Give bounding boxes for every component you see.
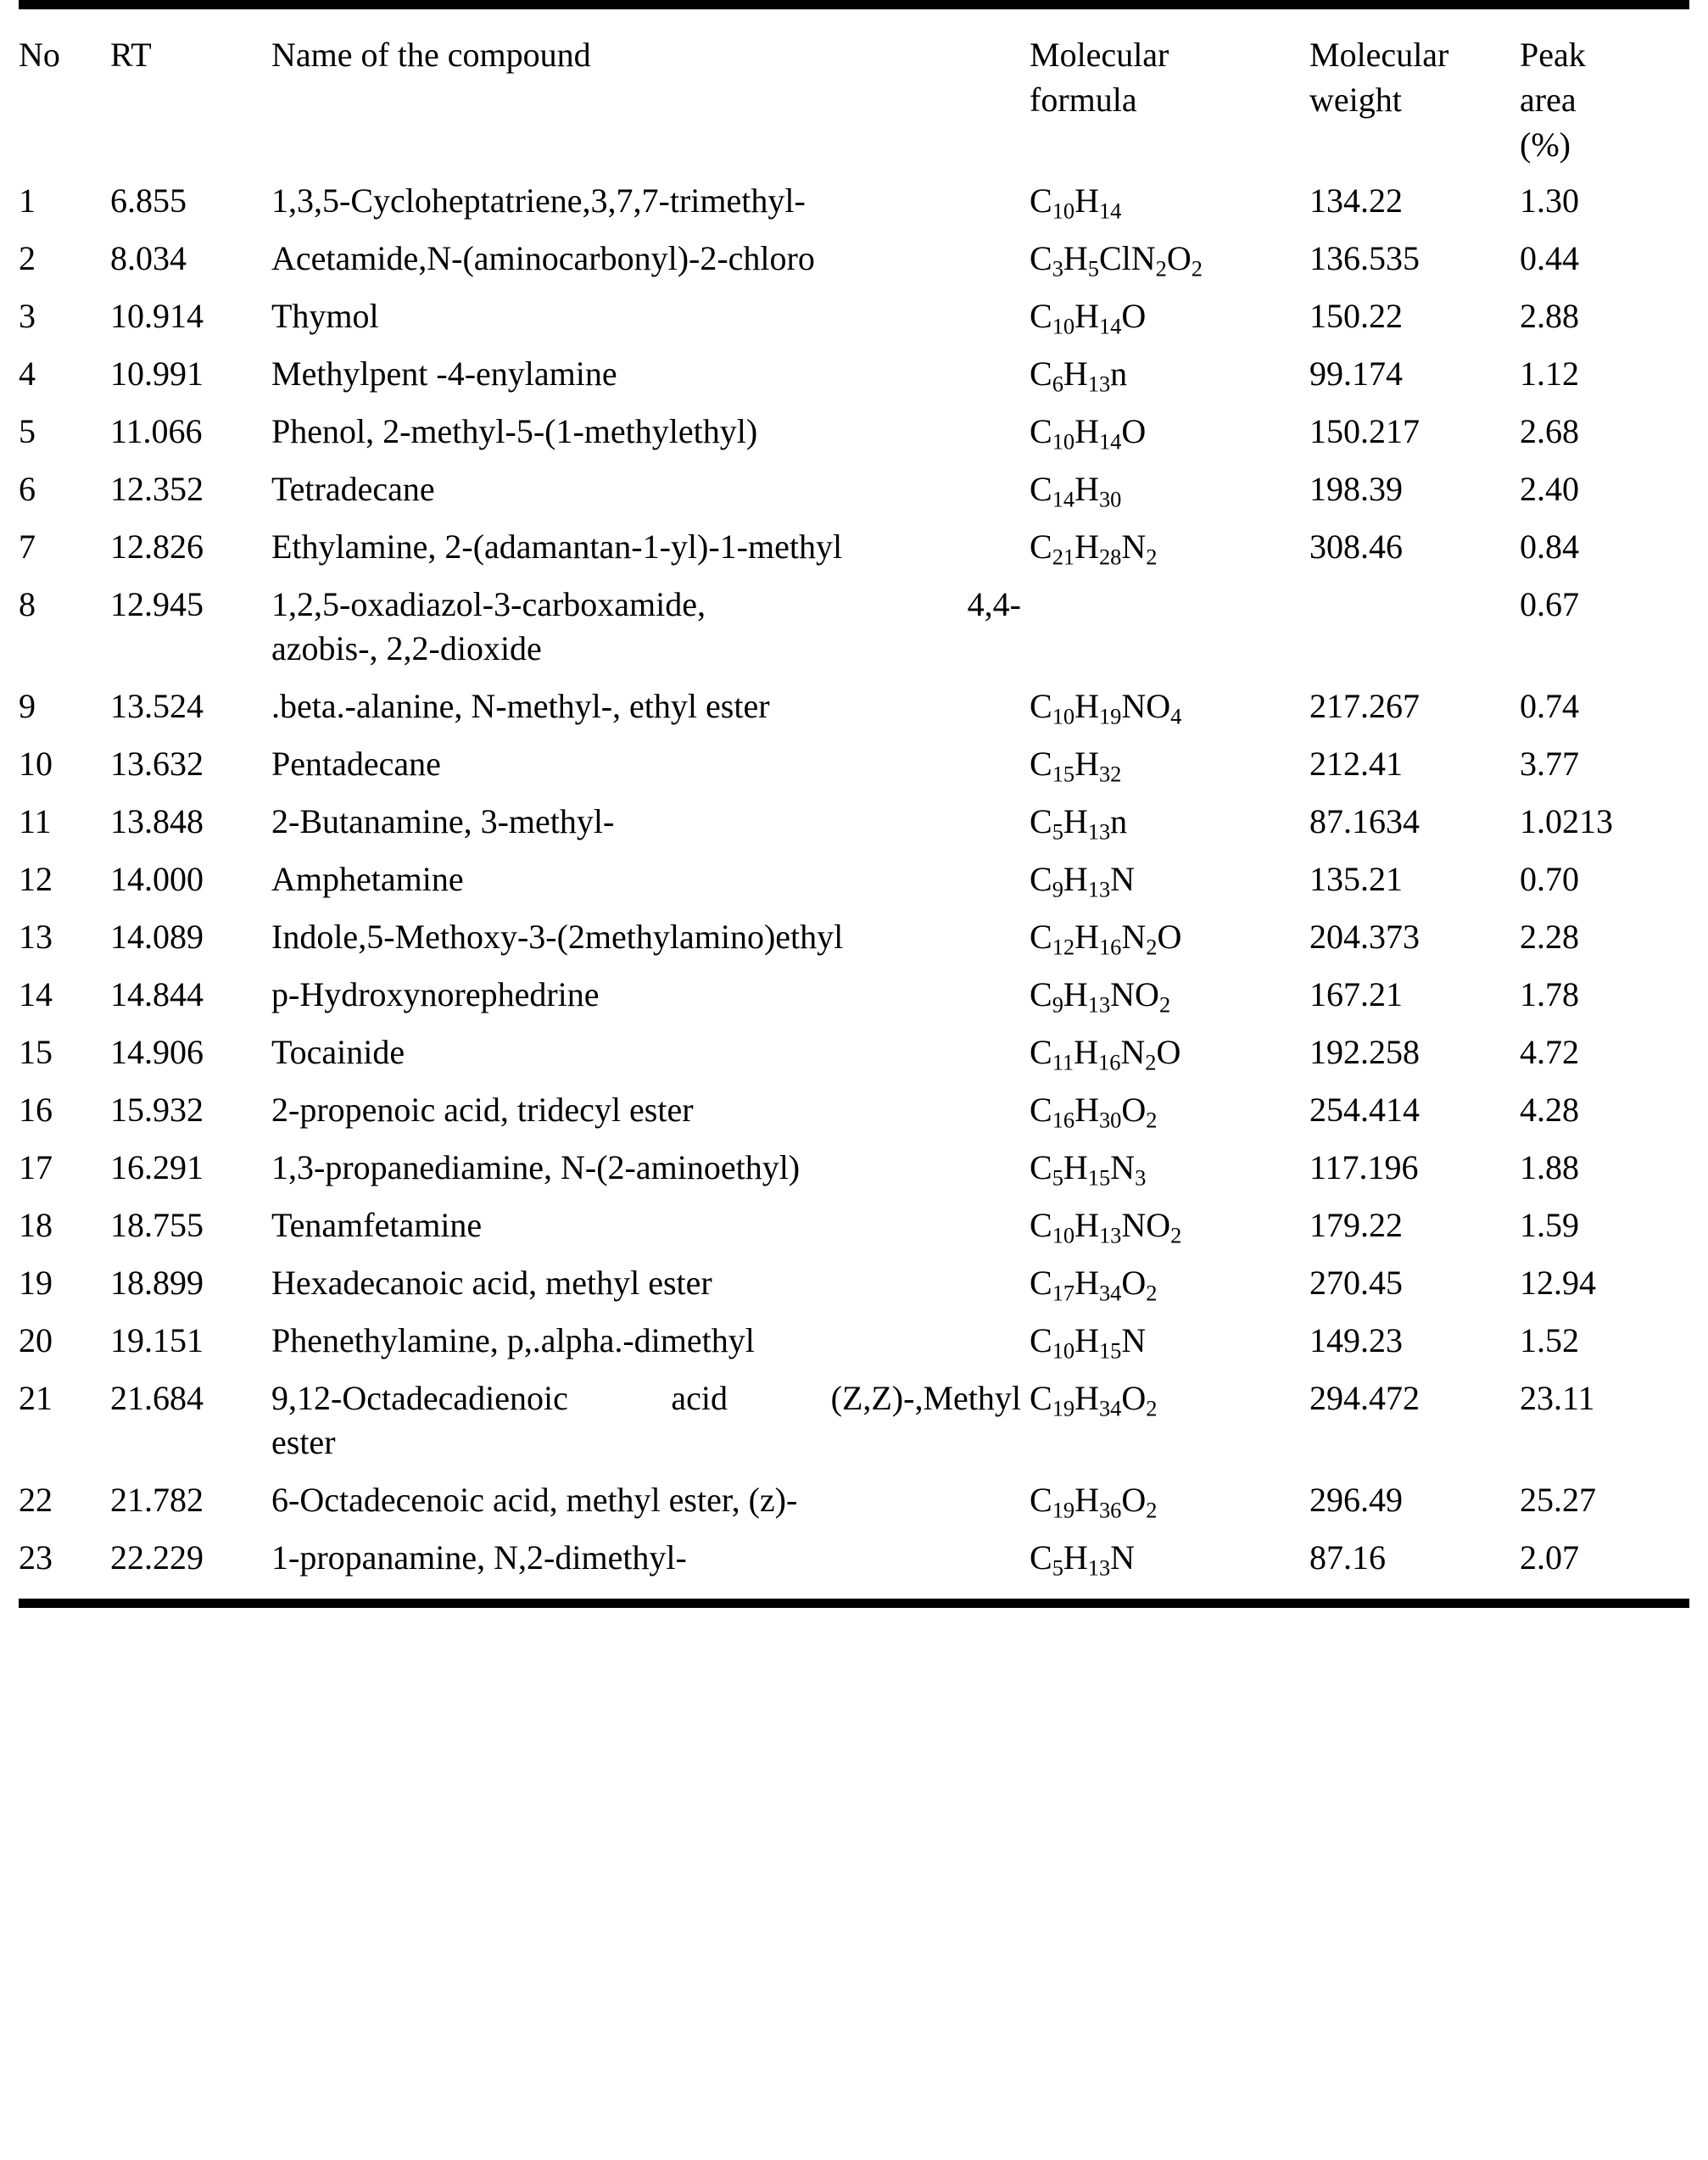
cell-molecular-formula: $C_{14}H_{30}$ xyxy=(1030,470,1122,512)
cell-compound-name-line1: 1,2,5-oxadiazol-3-carboxamide, 4,4- xyxy=(271,585,1021,624)
cell-molecular-weight: 270.45 xyxy=(1309,1264,1403,1303)
cell-retention-time: 15.932 xyxy=(110,1091,204,1130)
cell-compound-name: 2-propenoic acid, tridecyl ester xyxy=(271,1091,694,1130)
cell-retention-time: 18.755 xyxy=(110,1206,204,1245)
cell-no: 1 xyxy=(19,181,36,220)
cell-peak-area: 25.27 xyxy=(1520,1481,1596,1520)
cell-peak-area: 2.07 xyxy=(1520,1538,1579,1577)
cell-molecular-weight: 150.217 xyxy=(1309,412,1420,451)
table-top-rule xyxy=(19,5,1689,22)
cell-molecular-formula: $C_{10}H_{14}O$ xyxy=(1030,412,1147,455)
cell-molecular-formula: $C_{10}H_{13}NO_2$ xyxy=(1030,1206,1182,1248)
rule-segment-weight xyxy=(1309,5,1520,22)
cell-peak-area: 1.30 xyxy=(1520,181,1579,220)
cell-retention-time: 10.914 xyxy=(110,297,204,336)
cell-no: 6 xyxy=(19,470,36,509)
cell-molecular-formula: $C_6H_{13}n$ xyxy=(1030,354,1128,397)
cell-compound-name xyxy=(271,1370,1030,1471)
table-row xyxy=(19,403,1689,460)
cell-molecular-weight: 192.258 xyxy=(1309,1033,1420,1072)
cell-retention-time: 18.899 xyxy=(110,1264,204,1303)
cell-no: 22 xyxy=(19,1481,53,1520)
cell-no: 8 xyxy=(19,585,36,624)
cell-peak-area: 0.44 xyxy=(1520,239,1579,278)
cell-compound-name: Amphetamine xyxy=(271,860,464,899)
cell-retention-time: 21.782 xyxy=(110,1481,204,1520)
cell-peak-area: 0.84 xyxy=(1520,527,1579,567)
table-row xyxy=(19,966,1689,1024)
cell-molecular-weight: 87.1634 xyxy=(1309,802,1420,841)
cell-compound-name: 6-Octadecenoic acid, methyl ester, (z)- xyxy=(271,1481,798,1520)
cell-molecular-weight: 117.196 xyxy=(1309,1148,1419,1187)
column-header-rt xyxy=(110,21,271,172)
cell-molecular-weight: 198.39 xyxy=(1309,470,1403,509)
table-row xyxy=(19,576,1689,678)
table-row xyxy=(19,1024,1689,1081)
table-bottom-rule xyxy=(19,1587,1689,1604)
cell-no: 7 xyxy=(19,527,36,567)
cell-molecular-formula: $C_3H_5ClN_2O_2$ xyxy=(1030,239,1203,282)
cell-compound-name-line2: ester xyxy=(271,1423,336,1462)
cell-retention-time: 14.000 xyxy=(110,860,204,899)
cell-peak-area: 0.67 xyxy=(1520,585,1579,624)
cell-compound-name: Thymol xyxy=(271,297,379,336)
cell-peak-area: 1.88 xyxy=(1520,1148,1579,1187)
cell-no: 21 xyxy=(19,1379,53,1418)
table-row xyxy=(19,735,1689,793)
cell-peak-area: 4.28 xyxy=(1520,1091,1579,1130)
cell-molecular-weight: 217.267 xyxy=(1309,687,1420,726)
cell-retention-time: 12.945 xyxy=(110,585,204,624)
cell-peak-area: 23.11 xyxy=(1520,1379,1595,1418)
cell-no: 9 xyxy=(19,687,36,726)
cell-retention-time: 14.906 xyxy=(110,1033,204,1072)
cell-retention-time: 22.229 xyxy=(110,1538,204,1577)
cell-peak-area: 2.88 xyxy=(1520,297,1579,336)
cell-compound-name xyxy=(271,576,1030,678)
cell-compound-name: p-Hydroxynorephedrine xyxy=(271,975,600,1014)
cell-retention-time: 10.991 xyxy=(110,354,204,393)
cell-molecular-weight: 254.414 xyxy=(1309,1091,1420,1130)
column-header-no-line1: No xyxy=(19,36,60,74)
cell-molecular-formula: $C_5H_{13}N$ xyxy=(1030,1538,1136,1581)
cell-molecular-weight: 296.49 xyxy=(1309,1481,1403,1520)
cell-compound-name-line1: 9,12-Octadecadienoic acid (Z,Z)-,Methyl xyxy=(271,1379,1021,1418)
cell-retention-time: 14.844 xyxy=(110,975,204,1014)
cell-retention-time: 19.151 xyxy=(110,1321,204,1360)
cell-compound-name: Pentadecane xyxy=(271,745,441,784)
cell-compound-name-line2: azobis-, 2,2-dioxide xyxy=(271,629,542,668)
column-header-name-line1: Name of the compound xyxy=(271,36,591,74)
cell-compound-name: Phenethylamine, p,.alpha.-dimethyl xyxy=(271,1321,755,1360)
column-header-name xyxy=(271,21,1030,172)
cell-peak-area: 4.72 xyxy=(1520,1033,1579,1072)
cell-no: 15 xyxy=(19,1033,53,1072)
cell-molecular-weight: 204.373 xyxy=(1309,918,1420,957)
cell-peak-area: 2.28 xyxy=(1520,918,1579,957)
cell-molecular-formula: $C_5H_{15}N_3$ xyxy=(1030,1148,1147,1191)
table-row xyxy=(19,172,1689,230)
cell-molecular-formula: $C_{19}H_{34}O_2$ xyxy=(1030,1379,1158,1421)
column-header-molecular-formula xyxy=(1030,21,1309,172)
table-row xyxy=(19,1312,1689,1370)
cell-retention-time: 13.848 xyxy=(110,802,204,841)
rule-segment-rt xyxy=(110,5,271,22)
cell-compound-name: Indole,5-Methoxy-3-(2methylamino)ethyl xyxy=(271,918,844,957)
cell-peak-area: 0.74 xyxy=(1520,687,1579,726)
cell-retention-time: 12.352 xyxy=(110,470,204,509)
table-row xyxy=(19,1370,1689,1471)
cell-compound-name: .beta.-alanine, N-methyl-, ethyl ester xyxy=(271,687,770,726)
rule-segment-rt xyxy=(110,1587,271,1604)
cell-compound-name: 1-propanamine, N,2-dimethyl- xyxy=(271,1538,687,1577)
cell-no: 11 xyxy=(19,802,52,841)
cell-no: 16 xyxy=(19,1091,53,1130)
cell-molecular-formula: $C_5H_{13}n$ xyxy=(1030,802,1128,845)
cell-molecular-weight: 294.472 xyxy=(1309,1379,1420,1418)
table-row xyxy=(19,851,1689,908)
cell-retention-time: 13.524 xyxy=(110,687,204,726)
column-header-formula-line1: Molecular xyxy=(1030,36,1169,74)
column-header-peak-area xyxy=(1520,21,1689,172)
table-header-row xyxy=(19,21,1689,172)
cell-compound-name: 2-Butanamine, 3-methyl- xyxy=(271,802,615,841)
column-header-peak-line2: area xyxy=(1520,80,1577,119)
cell-peak-area: 1.78 xyxy=(1520,975,1579,1014)
table-row xyxy=(19,678,1689,735)
cell-compound-name: Tetradecane xyxy=(271,470,435,509)
table-row xyxy=(19,287,1689,345)
cell-retention-time: 6.855 xyxy=(110,181,187,220)
cell-no: 4 xyxy=(19,354,36,393)
table-header xyxy=(19,5,1689,173)
cell-molecular-weight: 150.22 xyxy=(1309,297,1403,336)
table-body xyxy=(19,172,1689,1604)
cell-no: 19 xyxy=(19,1264,53,1303)
table-row xyxy=(19,460,1689,518)
cell-no: 12 xyxy=(19,860,53,899)
cell-retention-time: 21.684 xyxy=(110,1379,204,1418)
rule-segment-name xyxy=(271,1587,1030,1604)
cell-molecular-formula: $C_{12}H_{16}N_2O$ xyxy=(1030,918,1182,960)
cell-molecular-formula: $C_{10}H_{14}$ xyxy=(1030,181,1122,224)
cell-no: 17 xyxy=(19,1148,53,1187)
cell-molecular-weight: 212.41 xyxy=(1309,745,1403,784)
cell-molecular-formula: $C_{10}H_{19}NO_4$ xyxy=(1030,687,1182,729)
rule-segment-weight xyxy=(1309,1587,1520,1604)
cell-no: 3 xyxy=(19,297,36,336)
cell-molecular-weight: 149.23 xyxy=(1309,1321,1403,1360)
table-row xyxy=(19,345,1689,403)
cell-molecular-weight xyxy=(1309,576,1520,678)
table-row xyxy=(19,1197,1689,1254)
cell-no: 13 xyxy=(19,918,53,957)
cell-molecular-formula: $C_9H_{13}N$ xyxy=(1030,860,1136,902)
cell-compound-name: Acetamide,N-(aminocarbonyl)-2-chloro xyxy=(271,239,815,278)
table-row xyxy=(19,1254,1689,1312)
cell-molecular-weight: 134.22 xyxy=(1309,181,1403,220)
rule-segment-formula xyxy=(1030,5,1309,22)
table-row xyxy=(19,230,1689,287)
column-header-peak-line3: (%) xyxy=(1520,125,1571,164)
cell-compound-name: Tenamfetamine xyxy=(271,1206,483,1245)
cell-no: 2 xyxy=(19,239,36,278)
cell-retention-time: 14.089 xyxy=(110,918,204,957)
cell-compound-name: Tocainide xyxy=(271,1033,405,1072)
cell-peak-area: 2.68 xyxy=(1520,412,1579,451)
column-header-no xyxy=(19,21,110,172)
cell-molecular-weight: 179.22 xyxy=(1309,1206,1403,1245)
cell-compound-name: Ethylamine, 2-(adamantan-1-yl)-1-methyl xyxy=(271,527,843,567)
cell-molecular-formula xyxy=(1030,576,1309,678)
cell-molecular-weight: 87.16 xyxy=(1309,1538,1386,1577)
cell-molecular-formula: $C_{16}H_{30}O_2$ xyxy=(1030,1091,1158,1133)
cell-no: 5 xyxy=(19,412,36,451)
cell-peak-area: 2.40 xyxy=(1520,470,1579,509)
cell-retention-time: 13.632 xyxy=(110,745,204,784)
cell-no: 23 xyxy=(19,1538,53,1577)
cell-peak-area: 1.59 xyxy=(1520,1206,1579,1245)
cell-molecular-formula: $C_{17}H_{34}O_2$ xyxy=(1030,1264,1158,1306)
rule-segment-formula xyxy=(1030,1587,1309,1604)
cell-molecular-formula: $C_9H_{13}NO_2$ xyxy=(1030,975,1171,1018)
cell-compound-name: 1,3,5-Cycloheptatriene,3,7,7-trimethyl- xyxy=(271,181,806,220)
cell-molecular-formula: $C_{21}H_{28}N_2$ xyxy=(1030,527,1158,570)
table-row xyxy=(19,1081,1689,1139)
rule-segment-peak xyxy=(1520,1587,1689,1604)
rule-segment-name xyxy=(271,5,1030,22)
column-header-rt-line1: RT xyxy=(110,36,152,74)
table-row xyxy=(19,908,1689,966)
cell-no: 10 xyxy=(19,745,53,784)
cell-compound-name: Methylpent -4-enylamine xyxy=(271,354,617,393)
cell-molecular-formula: $C_{15}H_{32}$ xyxy=(1030,745,1122,787)
cell-compound-name: Phenol, 2-methyl-5-(1-methylethyl) xyxy=(271,412,758,451)
rule-segment-no xyxy=(19,5,110,22)
column-header-molecular-weight xyxy=(1309,21,1520,172)
table-row xyxy=(19,1471,1689,1529)
cell-molecular-formula: $C_{11}H_{16}N_2O$ xyxy=(1030,1033,1181,1075)
cell-peak-area: 1.12 xyxy=(1520,354,1579,393)
cell-compound-name: Hexadecanoic acid, methyl ester xyxy=(271,1264,712,1303)
cell-molecular-formula: $C_{10}H_{15}N$ xyxy=(1030,1321,1147,1364)
cell-no: 18 xyxy=(19,1206,53,1245)
cell-retention-time: 8.034 xyxy=(110,239,187,278)
cell-retention-time: 11.066 xyxy=(110,412,203,451)
cell-molecular-weight: 167.21 xyxy=(1309,975,1403,1014)
column-header-formula-line2: formula xyxy=(1030,80,1137,119)
cell-peak-area: 12.94 xyxy=(1520,1264,1596,1303)
cell-peak-area: 1.0213 xyxy=(1520,802,1613,841)
column-header-weight-line1: Molecular xyxy=(1309,36,1449,74)
gcms-compound-table xyxy=(19,0,1689,1608)
cell-peak-area: 1.52 xyxy=(1520,1321,1579,1360)
cell-no: 20 xyxy=(19,1321,53,1360)
rule-segment-no xyxy=(19,1587,110,1604)
cell-molecular-weight: 136.535 xyxy=(1309,239,1420,278)
table-row xyxy=(19,518,1689,576)
cell-molecular-weight: 99.174 xyxy=(1309,354,1403,393)
cell-retention-time: 12.826 xyxy=(110,527,204,567)
cell-molecular-formula: $C_{10}H_{14}O$ xyxy=(1030,297,1147,339)
cell-compound-name: 1,3-propanediamine, N-(2-aminoethyl) xyxy=(271,1148,801,1187)
column-header-weight-line2: weight xyxy=(1309,80,1402,119)
cell-retention-time: 16.291 xyxy=(110,1148,204,1187)
table-row xyxy=(19,793,1689,851)
cell-no: 14 xyxy=(19,975,53,1014)
column-header-peak-line1: Peak xyxy=(1520,36,1586,74)
cell-molecular-formula: $C_{19}H_{36}O_2$ xyxy=(1030,1481,1158,1523)
table-row xyxy=(19,1139,1689,1197)
rule-segment-peak xyxy=(1520,5,1689,22)
cell-molecular-weight: 308.46 xyxy=(1309,527,1403,567)
table-row xyxy=(19,1529,1689,1587)
cell-molecular-weight: 135.21 xyxy=(1309,860,1403,899)
cell-peak-area: 0.70 xyxy=(1520,860,1579,899)
cell-peak-area: 3.77 xyxy=(1520,745,1579,784)
